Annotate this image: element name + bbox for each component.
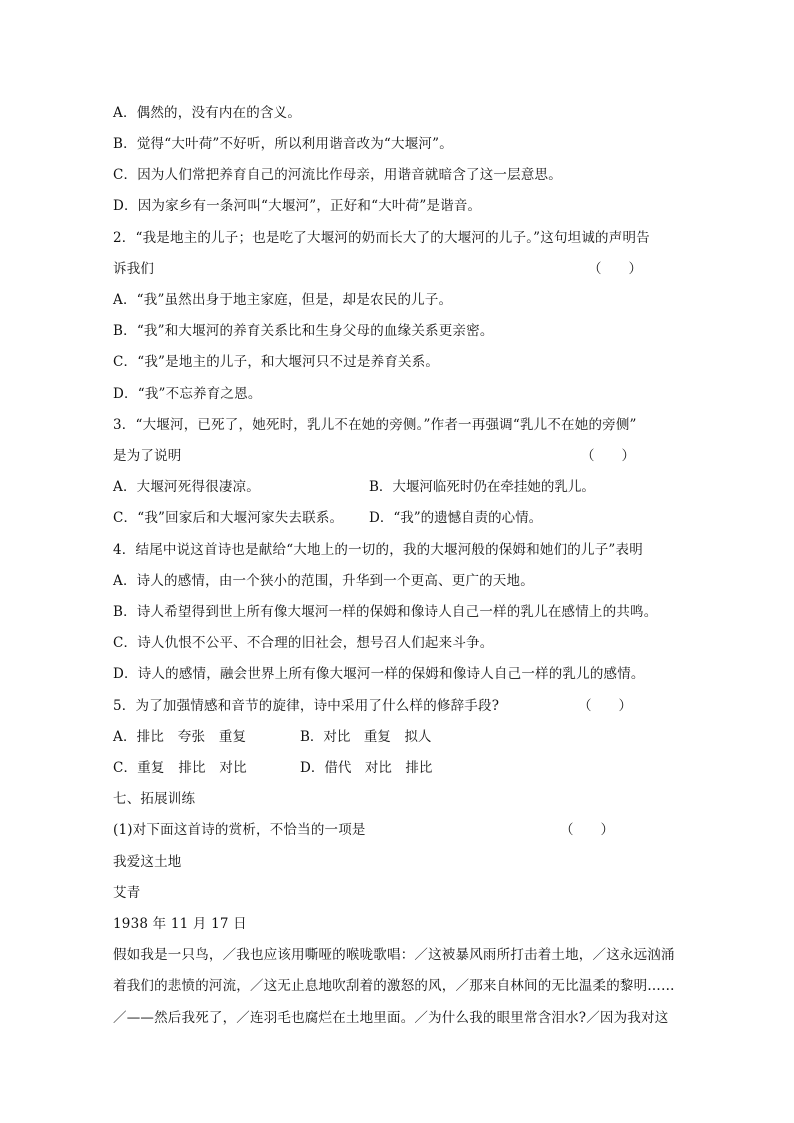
q7-answer-blank: （ ） (560, 822, 614, 838)
q5-option-c: C．重复 排比 对比 (113, 760, 247, 776)
q3-stem-cont: 是为了说明 (113, 448, 182, 464)
q2-option-d: D．“我”不忘养育之恩。 (113, 386, 262, 402)
q2-answer-blank: （ ） (588, 261, 642, 277)
q3-option-d: D．“我”的遗憾自责的心情。 (369, 510, 543, 526)
q2-option-a: A．“我”虽然出身于地主家庭，但是，却是农民的儿子。 (113, 292, 453, 308)
q5-option-a: A．排比 夸张 重复 (113, 729, 247, 745)
poem-author: 艾青 (113, 885, 141, 901)
q3-answer-blank: （ ） (581, 448, 635, 464)
poem-date: 1938 年 11 月 17 日 (113, 916, 247, 932)
q5-option-d: D．借代 对比 排比 (300, 760, 433, 776)
q3-option-a: A．大堰河死得很凄凉。 (113, 479, 260, 495)
q2-option-b: B．“我”和大堰河的养育关系比和生身父母的血缘关系更亲密。 (113, 323, 494, 339)
q4-stem: 4．结尾中说这首诗也是献给“大地上的一切的，我的大堰河般的保姆和她们的儿子”表明 (113, 542, 643, 558)
q4-option-d: D．诗人的感情，融会世界上所有像大堰河一样的保姆和像诗人自己一样的乳儿的感情。 (113, 666, 645, 682)
q4-option-b: B．诗人希望得到世上所有像大堰河一样的保姆和像诗人自己一样的乳儿在感情上的共鸣。 (113, 604, 658, 620)
q1-option-a: A．偶然的，没有内在的含义。 (113, 105, 302, 121)
q3-option-b: B．大堰河临死时仍在牵挂她的乳儿。 (369, 479, 595, 495)
q1-option-d: D．因为家乡有一条河叫“大堰河”，正好和“大叶荷”是谐音。 (113, 198, 482, 214)
section-heading: 七、拓展训练 (113, 791, 196, 807)
q7-1-stem: (1)对下面这首诗的赏析，不恰当的一项是 (113, 822, 366, 838)
q1-option-b: B．觉得“大叶荷”不好听，所以利用谐音改为“大堰河”。 (113, 136, 453, 152)
poem-text-line: ／——然后我死了，／连羽毛也腐烂在土地里面。／为什么我的眼里常含泪水?／因为我对这 (113, 1010, 669, 1026)
q1-option-c: C．因为人们常把养育自己的河流比作母亲，用谐音就暗含了这一层意思。 (113, 167, 562, 183)
q5-answer-blank: （ ） (578, 698, 632, 714)
q5-stem: 5．为了加强情感和音节的旋律，诗中采用了什么样的修辞手段? (113, 698, 500, 714)
q4-option-c: C．诗人仇恨不公平、不合理的旧社会，想号召人们起来斗争。 (113, 635, 494, 651)
q4-option-a: A．诗人的感情，由一个狭小的范围，升华到一个更高、更广的天地。 (113, 573, 534, 589)
q2-stem-cont: 诉我们 (113, 261, 155, 277)
poem-text-line: 假如我是一只鸟，／我也应该用嘶哑的喉咙歌唱：／这被暴风雨所打击着土地，／这永远汹涌 (113, 947, 675, 963)
q3-option-c: C．“我”回家后和大堰河家失去联系。 (113, 510, 344, 526)
q2-stem: 2．“我是地主的儿子；也是吃了大堰河的奶而长大了的大堰河的儿子。”这句坦诚的声明告 (113, 230, 650, 246)
q3-stem: 3．“大堰河，已死了，她死时，乳儿不在她的旁侧。”作者一再强调“乳儿不在她的旁侧” (113, 417, 637, 433)
q2-option-c: C．“我”是地主的儿子，和大堰河只不过是养育关系。 (113, 354, 440, 370)
q5-option-b: B．对比 重复 拟人 (300, 729, 432, 745)
poem-text-line: 着我们的悲愤的河流，／这无止息地吹刮着的激怒的风，／那来自林间的无比温柔的黎明…… (113, 978, 675, 994)
poem-title: 我爱这土地 (113, 854, 182, 870)
